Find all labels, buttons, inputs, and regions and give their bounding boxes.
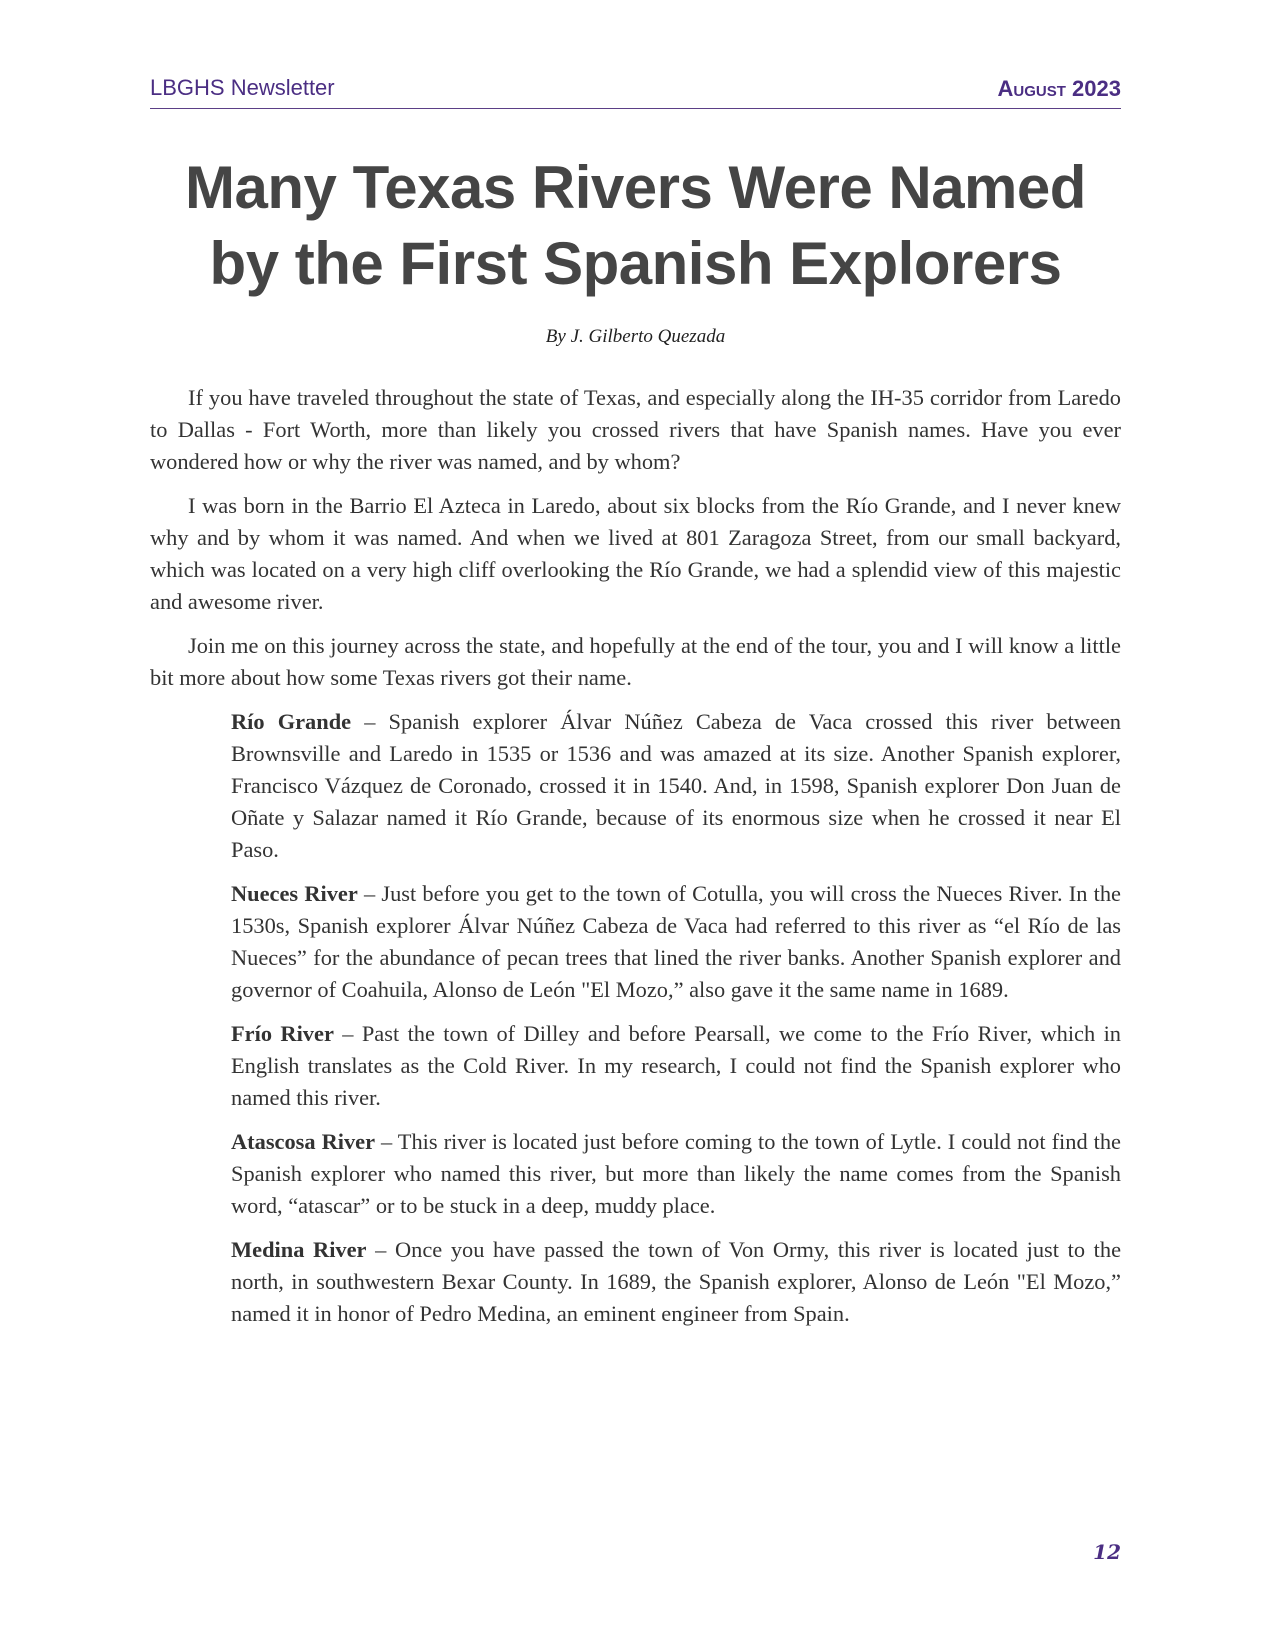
- river-name: Medina River: [231, 1237, 367, 1262]
- river-description: – Past the town of Dilley and before Pearsall, we come to the Frío River, which in English translates as the Cold River. In my research, I could not find the Spanish explorer who named this river.: [231, 1021, 1121, 1110]
- article-body: [150, 382, 1121, 1342]
- river-entry: [231, 1126, 1121, 1222]
- river-entry: [231, 1018, 1121, 1114]
- issue-date: August 2023: [997, 76, 1121, 101]
- river-description: – This river is located just before coming to the town of Lytle. I could not find the Spanish explorer who named this river, but more than likely the name comes from the Spanish word, “atascar” or to be stuck in a deep, muddy place.: [231, 1129, 1121, 1218]
- river-entry: [231, 878, 1121, 1006]
- river-name: Río Grande: [231, 709, 352, 734]
- intro-paragraph: Join me on this journey across the state, and hopefully at the end of the tour, you and I will know a little bit more about how some Texas rivers got their name.: [150, 633, 1121, 690]
- article-byline: By J. Gilberto Quezada: [545, 326, 726, 347]
- article-title: Many Texas Rivers Were Named by the First Spanish Explorers: [185, 154, 1086, 297]
- page-header: [150, 72, 1121, 109]
- intro-paragraph: I was born in the Barrio El Azteca in Laredo, about six blocks from the Río Grande, and I never knew why and by whom it was named. And when we lived at 801 Zaragoza Street, from our small backyard, which was located on a very high cliff overlooking the Río Grande, we had a splendid view of this majestic and awesome river.: [150, 493, 1121, 614]
- river-description: – Spanish explorer Álvar Núñez Cabeza de Vaca crossed this river between Brownsville and Laredo in 1535 or 1536 and was amazed at its size. Another Spanish explorer, Francisco Vázquez de Coronado, crossed it in 1540. And, in 1598, Spanish explorer Don Juan de Oñate y Salazar named it Río Grande, because of its enormous size when he crossed it near El Paso.: [231, 709, 1122, 862]
- intro-paragraph: If you have traveled throughout the state of Texas, and especially along the IH-35 corridor from Laredo to Dallas - Fort Worth, more than likely you crossed rivers that have Spanish names. Have you ever wondered how or why the river was named, and by whom?: [150, 385, 1121, 474]
- river-name: Nueces River: [231, 881, 358, 906]
- river-entry: [231, 706, 1121, 866]
- newsletter-name: LBGHS Newsletter: [150, 75, 335, 100]
- page-number: 12: [1093, 1540, 1121, 1564]
- river-description: – Just before you get to the town of Cotulla, you will cross the Nueces River. In the 1530s, Spanish explorer Álvar Núñez Cabeza de Vaca had referred to this river as “el Río de las Nueces” for the abundance of pecan trees that lined the river banks. Another Spanish explorer and governor of Coahuila, Alonso de León "El Mozo,” also gave it the same name in 1689.: [231, 881, 1121, 1002]
- river-name: Atascosa River: [231, 1129, 376, 1154]
- river-description: – Once you have passed the town of Von Ormy, this river is located just to the north, in southwestern Bexar County. In 1689, the Spanish explorer, Alonso de León "El Mozo,” named it in honor of Pedro Medina, an eminent engineer from Spain.: [231, 1237, 1122, 1326]
- river-list: [231, 706, 1121, 1330]
- river-name: Frío River: [231, 1021, 334, 1046]
- river-entry: [231, 1234, 1121, 1330]
